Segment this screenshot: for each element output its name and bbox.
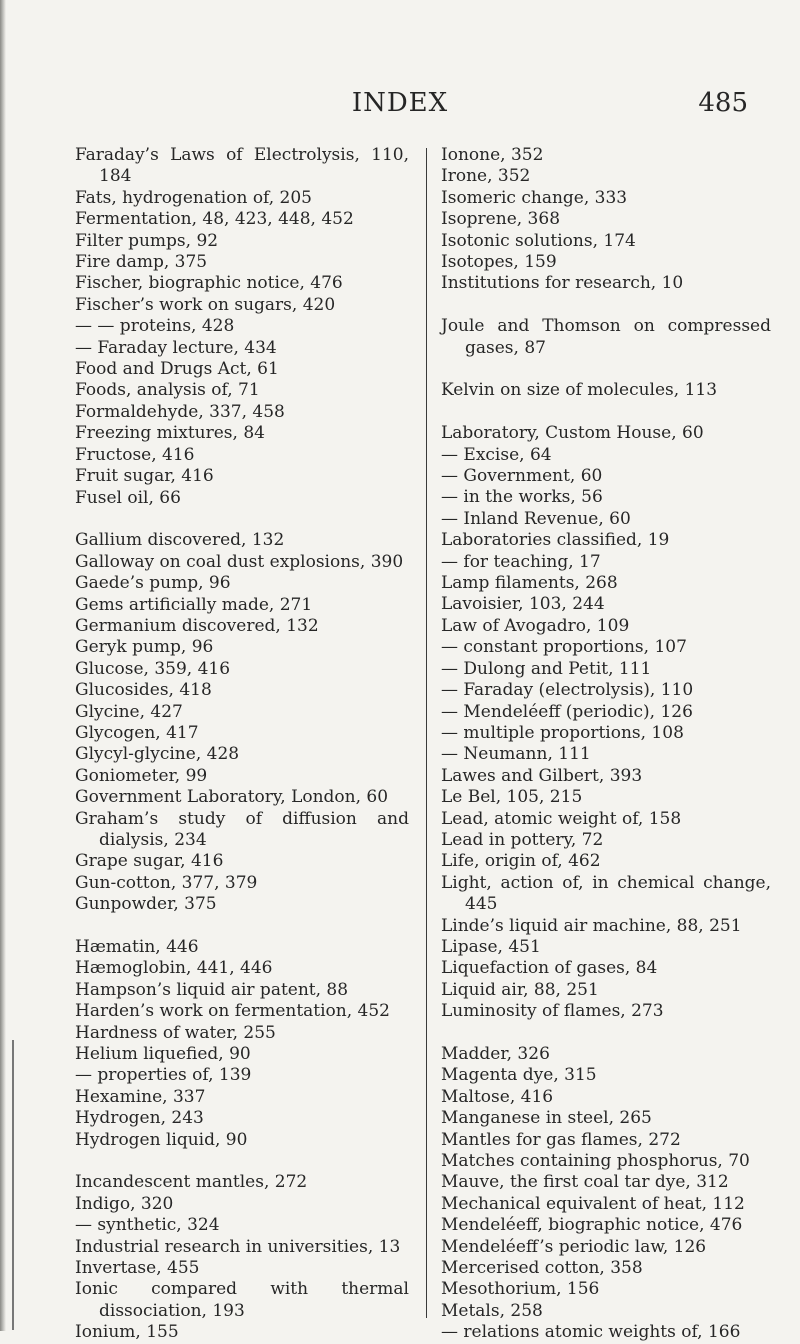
index-column-left	[75, 145, 409, 1344]
index-entry: Indigo, 320	[75, 1193, 174, 1214]
index-entry: Fermentation, 48, 423, 448, 452	[75, 209, 354, 230]
index-entry: Fischer, biographic notice, 476	[75, 273, 343, 294]
index-entry: Mendeléeff’s periodic law, 126	[441, 1236, 707, 1257]
index-entry: Gaede’s pump, 96	[75, 573, 231, 594]
entry-gap	[441, 359, 771, 380]
index-entry: Light, action of, in chemical change, 445	[441, 872, 771, 915]
entry-gap	[75, 509, 409, 530]
index-entry: Fischer’s work on sugars, 420	[75, 294, 336, 315]
index-entry: Hampson’s liquid air patent, 88	[75, 979, 349, 1000]
index-entry: Freezing mixtures, 84	[75, 423, 265, 444]
entry-gap	[75, 1151, 409, 1172]
index-entry: — Inland Revenue, 60	[441, 508, 631, 529]
index-entry: Magenta dye, 315	[441, 1065, 597, 1086]
index-entry: Isotonic solutions, 174	[441, 230, 636, 251]
index-entry: Joule and Thomson on compressed gases, 87	[441, 316, 771, 358]
index-entry: Helium liquefied, 90	[75, 1044, 251, 1065]
index-entry: Goniometer, 99	[75, 765, 208, 786]
index-entry: Hæmatin, 446	[75, 937, 199, 957]
index-entry: Incandescent mantles, 272	[75, 1172, 308, 1193]
index-entry: Maltose, 416	[441, 1086, 554, 1107]
index-entry: — Dulong and Petit, 111	[441, 658, 652, 679]
index-entry: Gun-cotton, 377, 379	[75, 872, 258, 893]
index-entry: Ionium, 155	[75, 1322, 179, 1343]
index-entry: Liquid air, 88, 251	[441, 979, 599, 1000]
index-entry: Glycine, 427	[75, 701, 183, 722]
index-entry: Lawes and Gilbert, 393	[441, 765, 643, 786]
index-entry: Hydrogen liquid, 90	[75, 1129, 248, 1150]
index-entry: Galloway on coal dust explosions, 390	[75, 551, 404, 572]
index-entry: Glucosides, 418	[75, 680, 212, 701]
index-entry: Hæmoglobin, 441, 446	[75, 958, 273, 979]
page-header	[0, 88, 800, 122]
index-entry: Fats, hydrogenation of, 205	[75, 187, 312, 208]
index-entry: Foods, analysis of, 71	[75, 380, 260, 401]
index-entry: Germanium discovered, 132	[75, 615, 319, 636]
index-entry: Lamp filaments, 268	[441, 573, 618, 594]
page-edge-shadow	[0, 0, 6, 1331]
index-entry: Graham’s study of diffusion and dialysis, 234	[75, 808, 409, 850]
column-divider	[426, 148, 427, 1318]
index-entry: Isoprene, 368	[441, 209, 561, 230]
entry-gap	[441, 402, 771, 423]
index-entry: — synthetic, 324	[75, 1215, 220, 1236]
index-entry: Harden’s work on fermentation, 452	[75, 1001, 390, 1022]
page-title: INDEX	[351, 88, 449, 118]
index-entry: Food and Drugs Act, 61	[75, 359, 279, 380]
index-entry: Hydrogen, 243	[75, 1108, 204, 1129]
index-entry: Fusel oil, 66	[75, 487, 181, 508]
index-entry: Fruit sugar, 416	[75, 466, 214, 487]
index-entry: Ionone, 352	[441, 145, 544, 165]
index-entry: Mantles for gas flames, 272	[441, 1129, 681, 1150]
index-entry: Glycogen, 417	[75, 722, 199, 743]
index-entry: Isomeric change, 333	[441, 187, 628, 208]
index-entry: Irone, 352	[441, 166, 531, 187]
index-entry: Le Bel, 105, 215	[441, 787, 583, 808]
index-entry: Lead in pottery, 72	[441, 829, 604, 850]
index-entry: Glycyl-glycine, 428	[75, 744, 240, 765]
index-entry: Fire damp, 375	[75, 252, 208, 273]
index-entry: Matches containing phosphorus, 70	[441, 1151, 750, 1172]
index-entry: — — proteins, 428	[75, 316, 235, 337]
index-entry: — Government, 60	[441, 466, 603, 487]
index-entry: Mercerised cotton, 358	[441, 1258, 643, 1279]
index-entry: Lead, atomic weight of, 158	[441, 808, 682, 829]
index-entry: Gems artificially made, 271	[75, 594, 313, 615]
index-entry: Liquefaction of gases, 84	[441, 958, 658, 979]
index-entry: Law of Avogadro, 109	[441, 615, 630, 636]
index-entry: — constant proportions, 107	[441, 637, 687, 658]
index-entry: Invertase, 455	[75, 1258, 200, 1279]
index-entry: Madder, 326	[441, 1044, 550, 1064]
index-entry: — Faraday (electrolysis), 110	[441, 680, 694, 701]
index-entry: Mendeléeff, biographic notice, 476	[441, 1215, 743, 1236]
index-entry: Kelvin on size of molecules, 113	[441, 380, 718, 401]
index-entry: Ionic compared with thermal dissociation, 193	[75, 1279, 409, 1321]
page-number: 485	[698, 88, 748, 118]
entry-gap	[441, 1023, 771, 1044]
index-entry: Manganese in steel, 265	[441, 1108, 652, 1129]
index-entry: Mesothorium, 156	[441, 1279, 600, 1300]
index-entry: Government Laboratory, London, 60	[75, 787, 389, 808]
index-entry: — Excise, 64	[441, 444, 552, 465]
index-entry: Faraday’s Laws of Electrolysis, 110, 184	[75, 145, 409, 187]
index-entry: — in the works, 56	[441, 487, 603, 508]
page-edge-mark	[12, 1040, 14, 1330]
index-entry: Geryk pump, 96	[75, 637, 214, 658]
index-entry: Lipase, 451	[441, 936, 541, 957]
entry-gap	[75, 916, 409, 937]
index-entry: — Faraday lecture, 434	[75, 337, 277, 358]
index-entry: — Mendeléeff (periodic), 126	[441, 701, 693, 722]
index-entry: — multiple proportions, 108	[441, 722, 684, 743]
index-entry: Hexamine, 337	[75, 1086, 206, 1107]
index-entry: Isotopes, 159	[441, 252, 557, 273]
index-entry: Filter pumps, 92	[75, 230, 219, 251]
index-entry: Lavoisier, 103, 244	[441, 594, 605, 615]
index-entry: Life, origin of, 462	[441, 851, 601, 872]
index-entry: Grape sugar, 416	[75, 851, 224, 872]
index-entry: Mauve, the first coal tar dye, 312	[441, 1172, 729, 1193]
index-entry: Glucose, 359, 416	[75, 658, 231, 679]
index-entry: — for teaching, 17	[441, 551, 601, 572]
index-entry: Formaldehyde, 337, 458	[75, 401, 285, 422]
index-entry: Mechanical equivalent of heat, 112	[441, 1193, 745, 1214]
entry-gap	[441, 295, 771, 316]
index-entry: Laboratory, Custom House, 60	[441, 423, 704, 444]
index-entry: Industrial research in universities, 13	[75, 1236, 401, 1257]
index-entry: Gallium discovered, 132	[75, 530, 285, 551]
index-entry: Metals, 258	[441, 1300, 543, 1321]
index-entry: Fructose, 416	[75, 444, 195, 465]
index-entry: — Neumann, 111	[441, 744, 591, 765]
index-entry: — properties of, 139	[75, 1065, 252, 1086]
index-entry: Gunpowder, 375	[75, 894, 217, 915]
index-column-right	[441, 145, 771, 1344]
index-entry: — relations atomic weights of, 166	[441, 1322, 741, 1343]
index-entry: Institutions for research, 10	[441, 273, 684, 294]
index-entry: Laboratories classified, 19	[441, 530, 670, 551]
index-entry: Linde’s liquid air machine, 88, 251	[441, 915, 742, 936]
index-entry: Hardness of water, 255	[75, 1022, 276, 1043]
index-entry: Luminosity of flames, 273	[441, 1001, 664, 1022]
